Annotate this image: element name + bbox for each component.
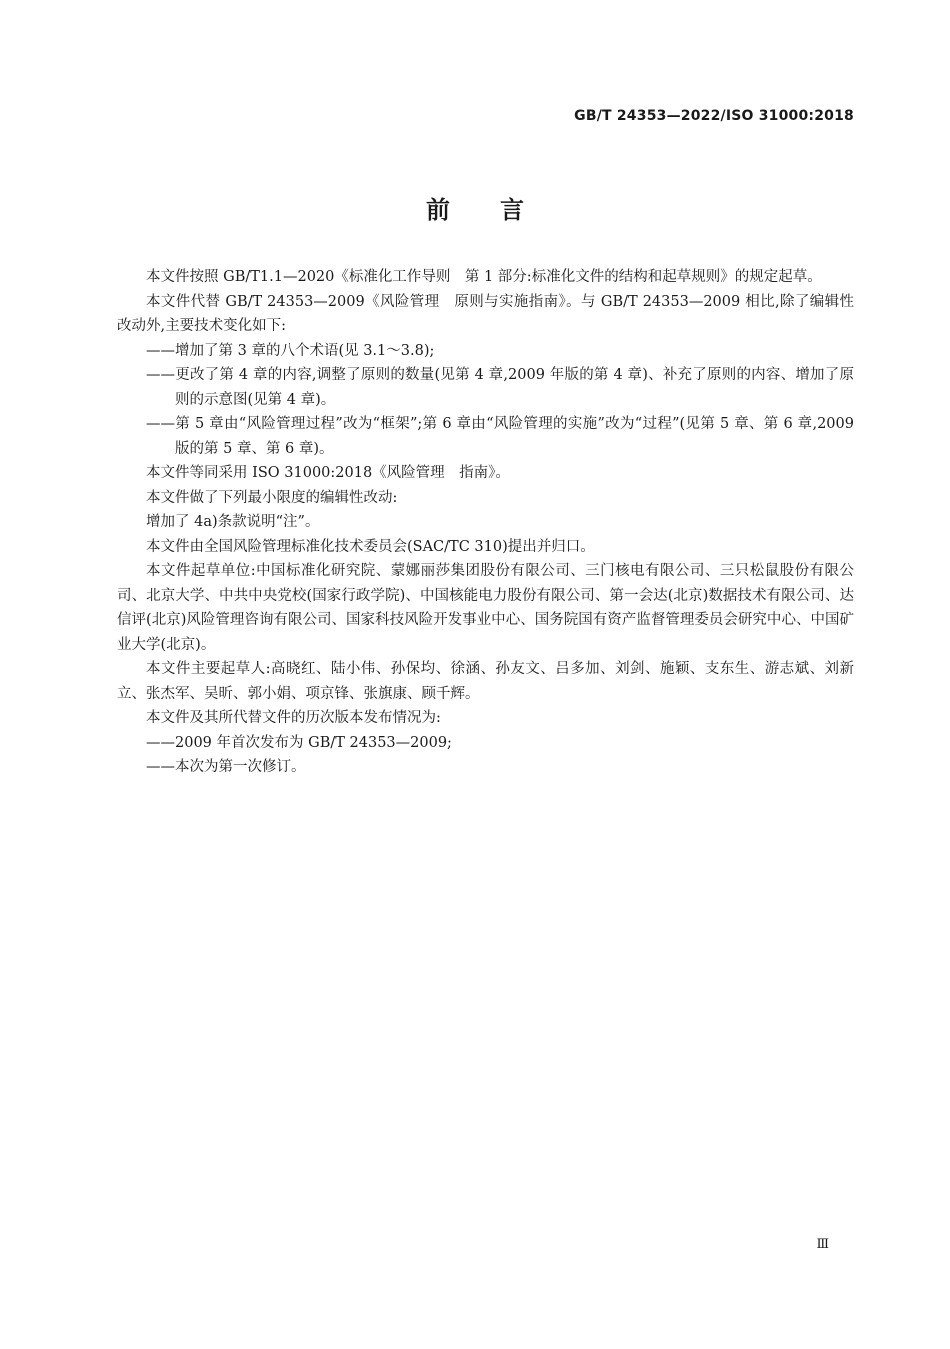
change-item-principles: ——更改了第 4 章的内容,调整了原则的数量(见第 4 章,2009 年版的第 4 章)、补充了原则的内容、增加了原则的示意图(见第 4 章)。 (146, 367, 854, 408)
page-number: Ⅲ (816, 1237, 829, 1252)
history-item-current: ——本次为第一次修订。 (146, 759, 306, 775)
paragraph-editorial-changes: 本文件做了下列最小限度的编辑性改动: (146, 489, 398, 506)
paragraph-drafting-units: 本文件起草单位:中国标准化研究院、蒙娜丽莎集团股份有限公司、三门核电有限公司、三只松鼠股份有限公司、北京大学、中共中央党校(国家行政学院)、中国核能电力股份有限公司、第一会达(北京)数据技术有限公司、达信评(北京)风险管理咨询有限公司、国家科技风险开发事业中心、国务院国有资产监督管理委员会研究中心、中国矿业大学(北京)。 (117, 563, 854, 653)
paragraph-adoption: 本文件等同采用 ISO 31000:2018《风险管理 指南》。 (146, 465, 510, 481)
history-item-2009: ——2009 年首次发布为 GB/T 24353—2009; (146, 734, 452, 751)
paragraph-drafters: 本文件主要起草人:高晓红、陆小伟、孙保均、徐涵、孙友文、吕多加、刘剑、施颖、支东生、游志斌、刘新立、张杰军、吴昕、郭小娟、项京锋、张旗康、顾千辉。 (117, 661, 854, 702)
standard-number: GB/T 24353—2022/ISO 31000:2018 (574, 108, 854, 124)
paragraph-drafting-rules: 本文件按照 GB/T1.1—2020《标准化工作导则 第 1 部分:标准化文件的结构和起草规则》的规定起草。 (146, 269, 822, 285)
paragraph-committee: 本文件由全国风险管理标准化技术委员会(SAC/TC 310)提出并归口。 (146, 538, 595, 555)
change-item-terms: ——增加了第 3 章的八个术语(见 3.1～3.8); (146, 342, 435, 359)
paragraph-version-history: 本文件及其所代替文件的历次版本发布情况为: (146, 710, 441, 726)
change-item-chapters: ——第 5 章由“风险管理过程”改为“框架”;第 6 章由“风险管理的实施”改为“过程”(见第 5 章、第 6 章,2009 版的第 5 章、第 6 章)。 (146, 416, 854, 457)
document-body (117, 265, 854, 780)
paragraph-note-addition: 增加了 4a)条款说明“注”。 (146, 514, 320, 530)
page-title: 前言 (426, 196, 574, 224)
paragraph-replaces: 本文件代替 GB/T 24353—2009《风险管理 原则与实施指南》。与 GB/T 24353—2009 相比,除了编辑性改动外,主要技术变化如下: (117, 293, 854, 334)
